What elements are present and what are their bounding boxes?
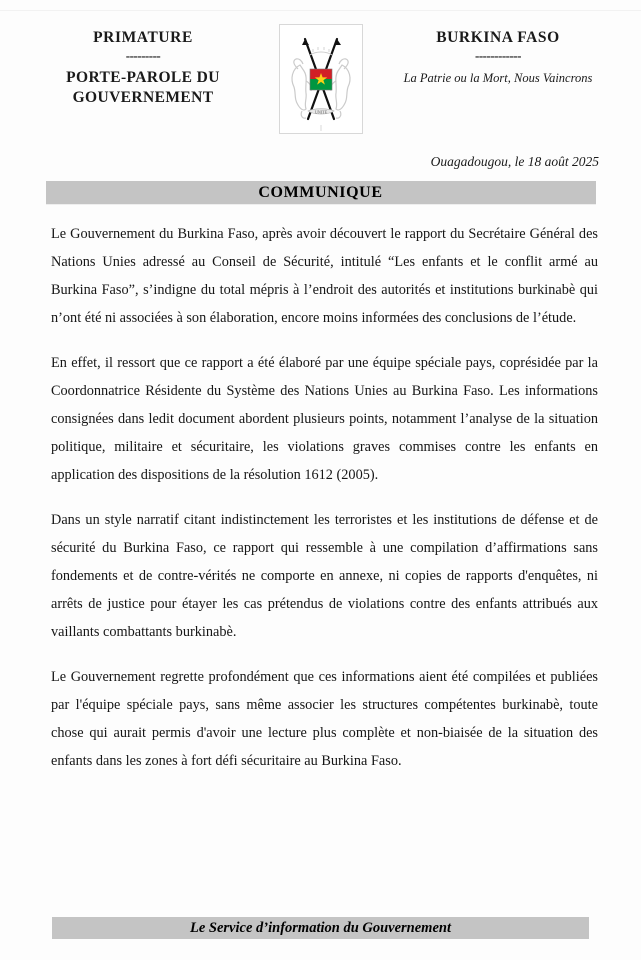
paragraph-1: Le Gouvernement du Burkina Faso, après avoir découvert le rapport du Secrétaire Général des Nations Unies adressé au Conseil de Sécurité, intitulé “Les enfants et le conflit armé au Burkina Faso”, s’indigne du total mépris à l’endroit des autorités et institutions burkinabè qui n’ont été ni associées à son élaboration, encore moins informées des conclusions de l’étude. [51,226,598,326]
letterhead [0,0,641,120]
right-separator-dashes: ------------ [475,48,521,64]
primature-label: PRIMATURE [93,29,193,46]
svg-text:UNITE: UNITE [314,109,327,115]
burkina-faso-label: BURKINA FASO [436,29,560,46]
coat-of-arms-icon [279,24,363,134]
national-motto: La Patrie ou la Mort, Nous Vaincrons [403,70,593,85]
emblem-container [278,22,364,134]
footer-signature-banner: Le Service d’information du Gouvernement [52,917,589,939]
paragraph-2: En effet, il ressort que ce rapport a été élaboré par une équipe spéciale pays, coprésidée par la Coordonnatrice Résidente du Système des Nations Unies au Burkina Faso. Les informations consignées dans ledit document abordent plusieurs points, notamment l’analyse de la situation politique, militaire et sécuritaire, les violations graves commises contre les enfants en application des dispositions de la résolution 1612 (2005). [51,355,598,483]
coat-of-arms-svg [280,25,362,133]
document-body [0,220,641,775]
porte-parole-label: PORTE-PAROLE DU GOUVERNEMENT [66,68,220,106]
dateline: Ouagadougou, le 18 août 2025 [430,154,599,169]
communique-title-banner: COMMUNIQUE [46,181,596,204]
letterhead-left-block [18,22,268,108]
top-hairline-divider [0,10,641,11]
letterhead-right-block [373,22,623,86]
left-separator-dashes: --------- [125,48,161,64]
paragraph-4: Le Gouvernement regrette profondément que ces informations aient été compilées et publiées par l'équipe spéciale pays, sans même associer les structures compétentes burkinabè, toute chose qui aurait permis d'avoir une lecture plus complète et non-biaisée de la situation des enfants dans les zones à fort défi sécuritaire au Burkina Faso. [51,669,598,769]
paragraph-3: Dans un style narratif citant indistinctement les terroristes et les institutions de défense et de sécurité du Burkina Faso, ce rapport qui ressemble à une compilation d’affirmations sans fondements et de contre-vérités ne comporte en annexe, ni copies de rapports d'enquêtes, ni arrêts de justice pour étayer les cas prétendus de violations contre des enfants attribués aux vaillants combattants burkinabè. [51,512,598,640]
